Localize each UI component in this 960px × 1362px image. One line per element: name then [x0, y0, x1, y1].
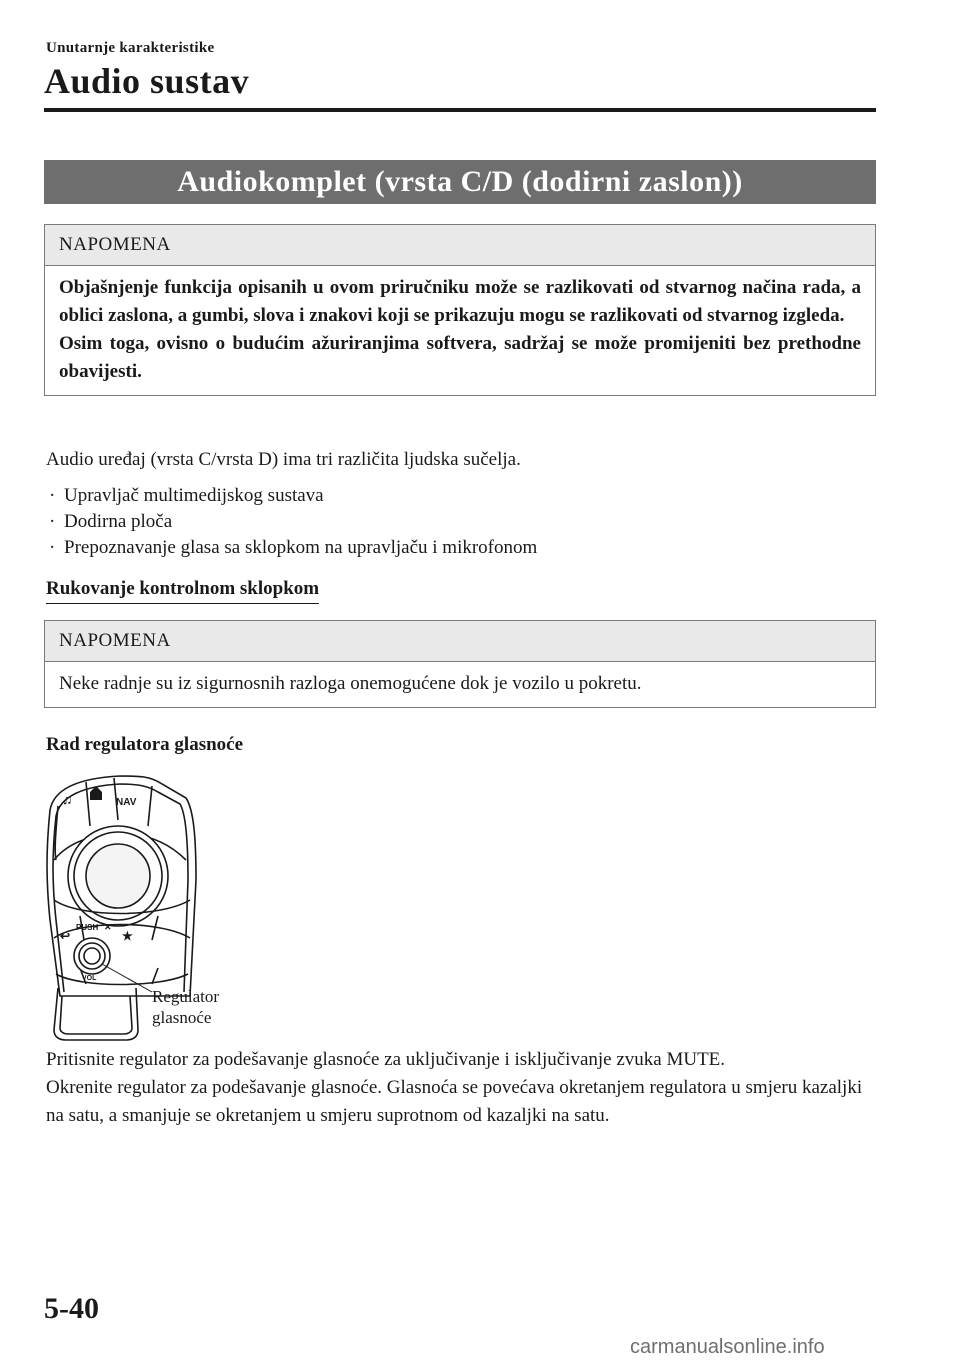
mute-icon: ✕ [104, 922, 112, 932]
note-body [45, 662, 875, 707]
interface-list [46, 483, 537, 561]
topic-banner: Audiokomplet (vrsta C/D (dodirni zaslon)) [44, 160, 876, 204]
page-number: 5-40 [44, 1292, 99, 1325]
body-paragraph: Pritisnite regulator za podešavanje glasnoće za uključivanje i isključivanje zvuka MUTE. [46, 1049, 726, 1070]
body-paragraph: Okrenite regulator za podešavanje glasnoće. Glasnoća se povećava okretanjem regulatora u smjeru kazaljki na satu, a smanjuje se okretanjem u smjeru suprotnom od kazaljki na satu. [46, 1077, 863, 1126]
subheading-control-switch: Rukovanje kontrolnom sklopkom [46, 578, 319, 604]
note-heading: NAPOMENA [45, 621, 875, 662]
intro-paragraph: Audio uređaj (vrsta C/vrsta D) ima tri različita ljudska sučelja. [46, 449, 521, 470]
list-item: · Prepoznavanje glasa sa sklopkom na upravljaču i mikrofonom [46, 535, 537, 561]
chapter-title: Unutarnje karakteristike [46, 40, 215, 56]
note-paragraph: Objašnjenje funkcija opisanih u ovom priručniku može se razlikovati od stvarnog načina rada, a oblici zaslona, a gumbi, slova i znakovi koji se prikazuju mogu se razlikovati od stvarnog izgleda. [59, 277, 861, 326]
note-body [45, 266, 875, 395]
back-icon: ↩ [60, 929, 71, 943]
note-paragraph: Neke radnje su iz sigurnosnih razloga onemogućene dok je vozilo u pokretu. [59, 673, 642, 694]
note-paragraph: Osim toga, ovisno o budućim ažuriranjima softvera, sadržaj se može promijeniti bez prethodne obavijesti. [59, 333, 861, 382]
header-rule [44, 108, 876, 112]
push-label: PUSH [76, 923, 99, 932]
note-heading: NAPOMENA [45, 225, 875, 266]
callout-line: glasnoće [152, 1008, 212, 1027]
favorite-icon: ★ [122, 929, 133, 943]
subheading-volume: Rad regulatora glasnoće [46, 734, 244, 755]
list-item: · Dodirna ploča [46, 509, 537, 535]
watermark: carmanualsonline.info [630, 1336, 825, 1358]
volume-knob-callout [152, 986, 219, 1028]
callout-line: Regulator [152, 987, 220, 1006]
section-title: Audio sustav [44, 61, 250, 101]
music-icon: ♫ [62, 791, 73, 807]
volume-instructions [46, 1046, 876, 1130]
vol-label: VOL [82, 975, 97, 982]
list-item: · Upravljač multimedijskog sustava [46, 483, 537, 509]
note-box-1 [44, 224, 876, 396]
nav-label: NAV [116, 797, 137, 808]
note-box-2 [44, 620, 876, 708]
